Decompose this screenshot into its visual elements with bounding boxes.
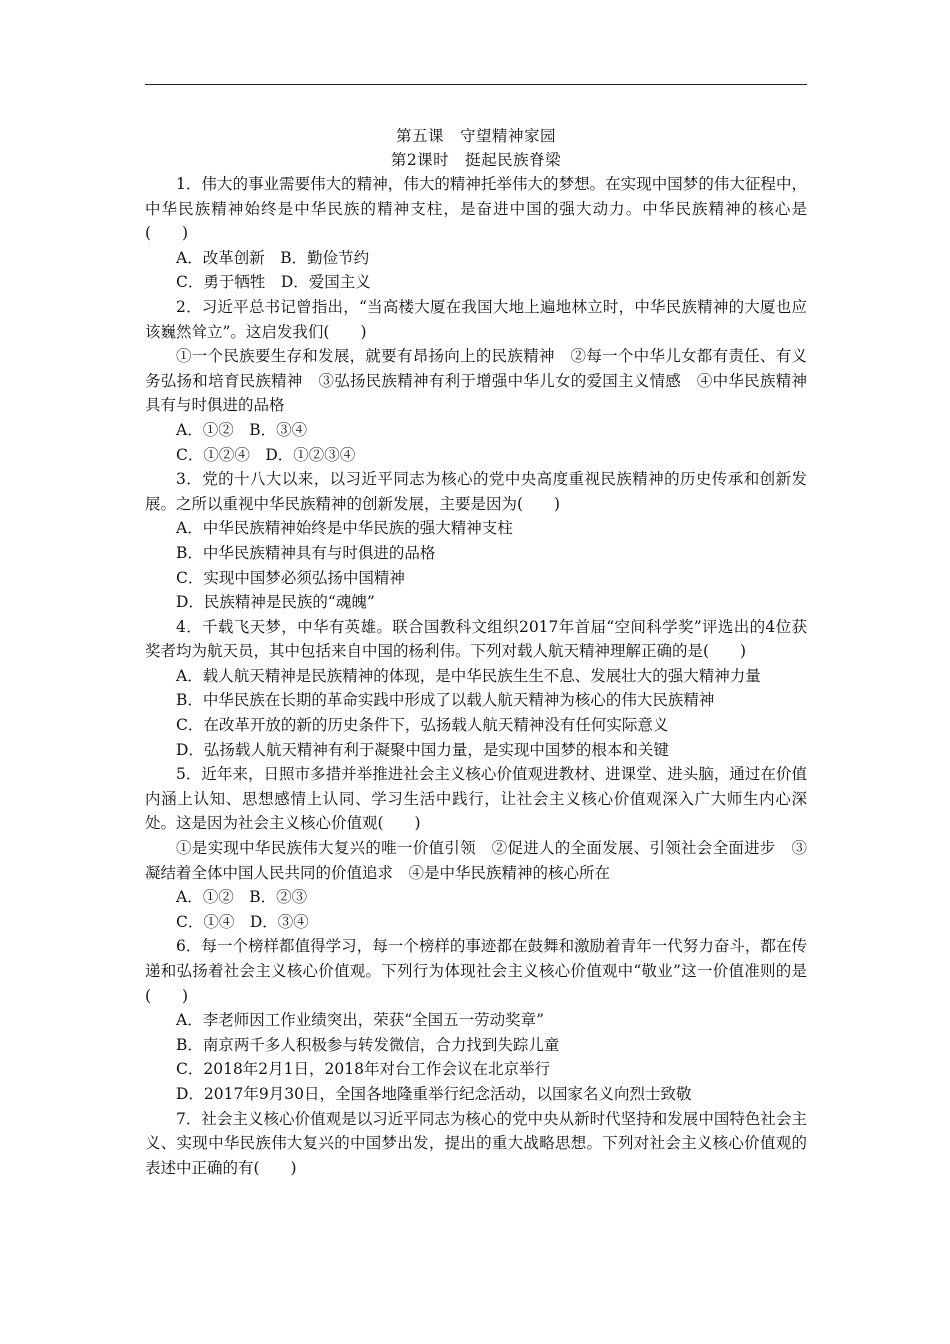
question-option: C．2018年2月1日，2018年对台工作会议在北京举行 (176, 1060, 550, 1079)
question-option: D．民族精神是民族的“魂魄” (176, 593, 375, 612)
content (145, 124, 807, 1180)
question-stem: 7．社会主义核心价值观是以习近平同志为核心的党中央从新时代坚持和发展中国特色社会主义、实现中华民族伟大复兴的中国梦出发，提出的重大战略思想。下列对社会主义核心价值观的表述中正确的有( ) (145, 1109, 807, 1177)
question-stem: 6．每一个榜样都值得学习，每一个榜样的事迹都在鼓舞和激励着青年一代努力奋斗，都在传递和弘扬着社会主义核心价值观。下列行为体现社会主义核心价值观中“敬业”这一价值准则的是( ) (145, 937, 807, 1005)
question-option: B．南京两千多人积极参与转发微信，合力找到失踪儿童 (176, 1035, 560, 1054)
question-statements: ①一个民族要生存和发展，就要有昂扬向上的民族精神 ②每一个中华儿女都有责任、有义务弘扬和培育民族精神 ③弘扬民族精神有利于增强中华儿女的爱国主义情感 ④中华民族精神具有与时俱进的品格 (145, 347, 807, 415)
question-stem: 3．党的十八大以来，以习近平同志为核心的党中央高度重视民族精神的历史传承和创新发展。之所以重视中华民族精神的创新发展，主要是因为( ) (145, 470, 807, 513)
question-option: A．①② B．②③ (176, 888, 308, 907)
header-rule (145, 84, 807, 85)
question-4 (145, 615, 807, 763)
question-option: C．①④ D．③④ (176, 912, 309, 931)
question-option: A．改革创新 B．勤俭节约 (176, 248, 370, 267)
question-option: D．2017年9月30日，全国各地隆重举行纪念活动，以国家名义向烈士致敬 (176, 1084, 692, 1103)
question-5 (145, 762, 807, 934)
question-option: B．中华民族在长期的革命实践中形成了以载人航天精神为核心的伟大民族精神 (176, 691, 715, 710)
question-stem: 5．近年来，日照市多措并举推进社会主义核心价值观进教材、进课堂、进头脑，通过在价值内涵上认知、思想感情上认同、学习生活中践行，让社会主义核心价值观深入广大师生内心深处。这是因为社会主义核心价值观( ) (145, 765, 807, 833)
section-title: 第2课时 挺起民族脊梁 (390, 151, 562, 169)
question-option: C．①②④ D．①②③④ (176, 445, 356, 464)
question-option: A．载人航天精神是民族精神的体现，是中华民族生生不息、发展壮大的强大精神力量 (176, 666, 761, 685)
question-option: C．实现中国梦必须弘扬中国精神 (176, 568, 405, 587)
lesson-title: 第五课 守望精神家园 (395, 127, 556, 145)
question-option: A．中华民族精神始终是中华民族的强大精神支柱 (176, 519, 513, 538)
question-7 (145, 1107, 807, 1181)
question-option: A．①② B．③④ (176, 420, 308, 439)
question-1 (145, 172, 807, 295)
question-stem: 1．伟大的事业需要伟大的精神，伟大的精神托举伟大的梦想。在实现中国梦的伟大征程中，中华民族精神始终是中华民族的精神支柱，是奋进中国的强大动力。中华民族精神的核心是( ) (145, 175, 807, 243)
question-option: D．弘扬载人航天精神有利于凝聚中国力量，是实现中国梦的根本和关键 (176, 740, 669, 759)
question-option: B．中华民族精神具有与时俱进的品格 (176, 543, 436, 562)
question-6 (145, 934, 807, 1106)
question-3 (145, 467, 807, 615)
question-stem: 4．千载飞天梦，中华有英雄。联合国教科文组织2017年首届“空间科学奖”评选出的4位获奖者均为航天员，其中包括来自中国的杨利伟。下列对载人航天精神理解正确的是( ) (145, 617, 807, 661)
question-option: C．在改革开放的新的历史条件下，弘扬载人航天精神没有任何实际意义 (176, 716, 669, 735)
question-statements: ①是实现中华民族伟大复兴的唯一价值引领 ②促进人的全面发展、引领社会全面进步 ③凝结着全体中国人民共同的价值追求 ④是中华民族精神的核心所在 (145, 839, 807, 882)
question-2 (145, 295, 807, 467)
question-option: A．李老师因工作业绩突出，荣获“全国五一劳动奖章” (176, 1011, 545, 1030)
question-stem: 2．习近平总书记曾指出，“当高楼大厦在我国大地上遍地林立时，中华民族精神的大厦也应该巍然耸立”。这启发我们( ) (145, 297, 807, 341)
question-option: C．勇于牺牲 D．爱国主义 (176, 273, 371, 292)
